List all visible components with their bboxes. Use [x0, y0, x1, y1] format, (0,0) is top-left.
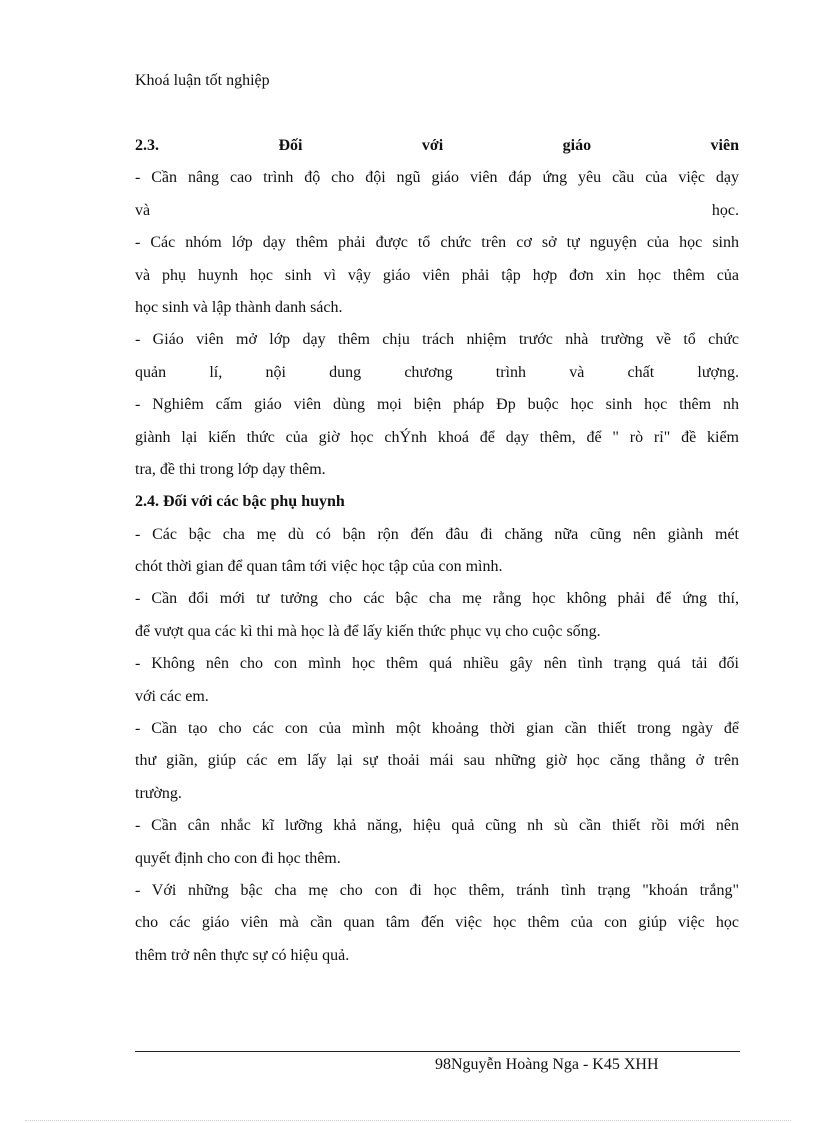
paragraph-line: - Nghiêm cấm giáo viên dùng mọi biện pháp Ðp buộc học sinh học thêm nh: [135, 396, 739, 414]
paragraph-line: và phụ huynh học sinh vì vậy giáo viên phải tập hợp đơn xin học thêm của: [135, 266, 739, 284]
paragraph-line: với các em.: [135, 687, 209, 705]
paragraph-line: quyết định cho con đi học thêm.: [135, 849, 341, 867]
paragraph-line: quản lí, nội dung chương trình và chất lượng.: [135, 363, 739, 381]
paragraph-line: - Với những bậc cha mẹ cho con đi học thêm, tránh tình trạng "khoán trắng": [135, 881, 739, 899]
paragraph-line: thư giãn, giúp các em lấy lại sự thoải mái sau những giờ học căng thẳng ở trên: [135, 752, 739, 770]
paragraph-line: - Cần tạo cho các con của mình một khoảng thời gian cần thiết trong ngày để: [135, 720, 739, 738]
paragraph-line: cho các giáo viên mà cần quan tâm đến việc học thêm của con giúp việc học: [135, 914, 739, 932]
paragraph-line: giành lại kiến thức của giờ học chÝnh khoá để dạy thêm, để " rò rỉ" đề kiểm: [135, 428, 739, 446]
paragraph-line: học sinh và lập thành danh sách.: [135, 298, 343, 316]
paragraph-line: - Cần đổi mới tư tưởng cho các bậc cha mẹ rằng học không phải để ứng thí,: [135, 590, 739, 608]
section-heading-line: 2.4. Đối với các bậc phụ huynh: [135, 493, 345, 511]
document-body: [135, 130, 739, 972]
paragraph-line: - Cần cân nhắc kĩ lưỡng khả năng, hiệu quả cũng nh sù cần thiết rồi mới nên: [135, 817, 739, 835]
page-number: 98: [435, 1056, 451, 1073]
paragraph-line: để vượt qua các kì thi mà học là để lấy kiến thức phục vụ cho cuộc sống.: [135, 622, 601, 640]
running-header: Khoá luận tốt nghiệp: [135, 72, 270, 89]
paragraph-line: tra, đề thi trong lớp dạy thêm.: [135, 460, 326, 478]
footer-author: Nguyễn Hoàng Nga - K45 XHH: [451, 1056, 659, 1073]
section-heading-line: 2.3. Đối với giáo viên: [135, 137, 739, 154]
paragraph-line: - Các nhóm lớp dạy thêm phải được tổ chức trên cơ sở tự nguyện của học sinh: [135, 234, 739, 252]
page-edge-dotted-line: [25, 1120, 791, 1121]
paragraph-line: - Các bậc cha mẹ dù có bận rộn đến đâu đi chăng nữa cũng nên giành mét: [135, 525, 739, 543]
paragraph-line: và học.: [135, 201, 739, 219]
footer-divider: [135, 1051, 740, 1052]
paragraph-line: thêm trở nên thực sự có hiệu quả.: [135, 946, 350, 964]
paragraph-line: - Cần nâng cao trình độ cho đội ngũ giáo viên đáp ứng yêu cầu của việc dạy: [135, 169, 739, 187]
paragraph-line: - Giáo viên mở lớp dạy thêm chịu trách nhiệm trước nhà trường về tổ chức: [135, 331, 739, 349]
paragraph-line: - Không nên cho con mình học thêm quá nhiều gây nên tình trạng quá tải đối: [135, 655, 739, 673]
paragraph-line: chót thời gian để quan tâm tới việc học tập của con mình.: [135, 558, 503, 576]
paragraph-line: trường.: [135, 784, 182, 802]
page-footer: [435, 1054, 659, 1076]
